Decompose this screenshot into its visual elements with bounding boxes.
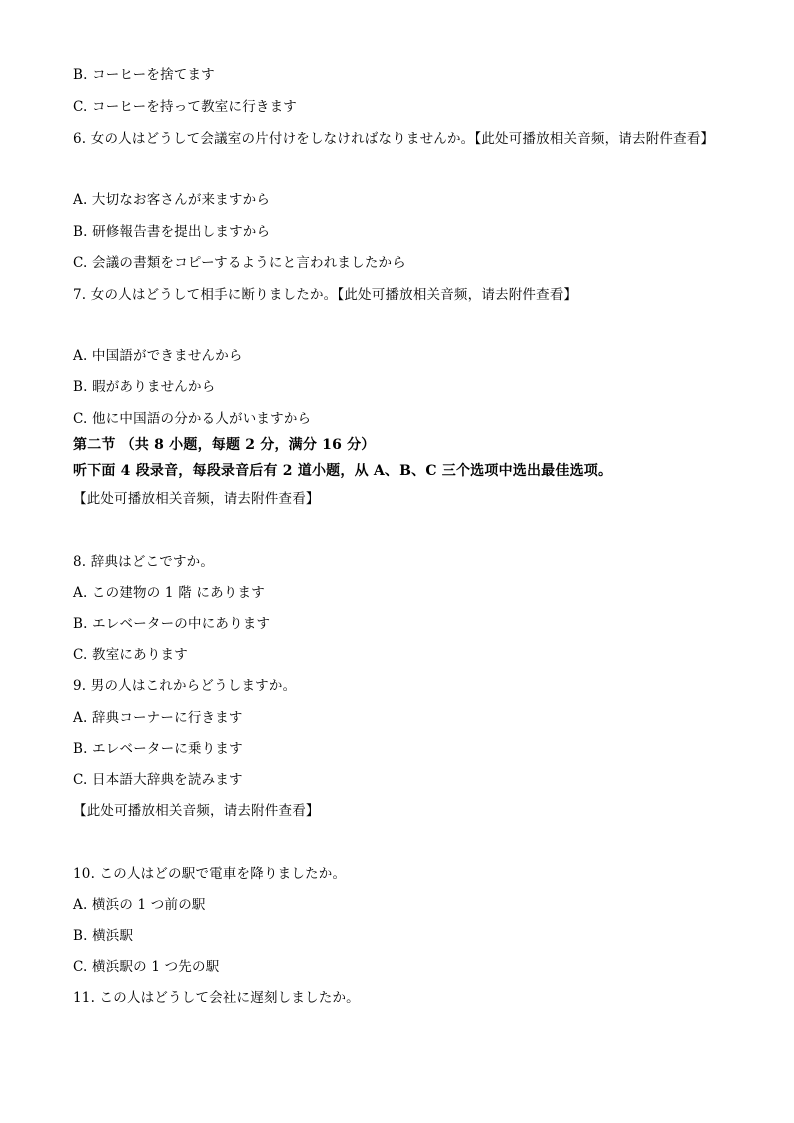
option-10c: C. 横浜駅の 1 つ先の駅 (73, 959, 220, 975)
option-9c: C. 日本語大辞典を読みます (73, 772, 243, 788)
option-5c: C. コーヒーを持って教室に行きます (73, 99, 297, 115)
option-10b: B. 横浜駅 (73, 928, 134, 944)
question-8: 8. 辞典はどこですか。 (73, 554, 215, 570)
option-8a: A. この建物の 1 階 にあります (73, 585, 265, 601)
section-instructions: 听下面 4 段录音，每段录音后有 2 道小题，从 A、B、C 三个选项中选出最佳选项。 (73, 463, 613, 479)
option-7b: B. 暇がありませんから (73, 379, 216, 395)
question-10: 10. この人はどの駅で電車を降りましたか。 (73, 866, 347, 882)
question-9: 9. 男の人はこれからどうしますか。 (73, 678, 297, 694)
option-5b: B. コーヒーを捨てます (73, 67, 215, 83)
option-9a: A. 辞典コーナーに行きます (73, 710, 243, 726)
question-6: 6. 女の人はどうして会議室の片付けをしなければなりませんか。【此处可播放相关音频，请去附件查看】 (73, 131, 715, 147)
audio-note-1: 【此处可播放相关音频，请去附件查看】 (73, 491, 320, 507)
option-6b: B. 研修報告書を提出しますから (73, 224, 271, 240)
option-9b: B. エレベーターに乗ります (73, 741, 243, 757)
option-6a: A. 大切なお客さんが来ますから (73, 192, 271, 208)
option-10a: A. 横浜の 1 つ前の駅 (73, 897, 206, 913)
option-6c: C. 会議の書類をコピーするようにと言われましたから (73, 255, 406, 271)
option-7c: C. 他に中国語の分かる人がいますから (73, 411, 312, 427)
audio-note-2: 【此处可播放相关音频，请去附件查看】 (73, 803, 320, 819)
question-11: 11. この人はどうして会社に遅刻しましたか。 (73, 990, 360, 1006)
option-8b: B. エレベーターの中にあります (73, 616, 271, 632)
question-7: 7. 女の人はどうして相手に断りましたか。【此处可播放相关音频，请去附件查看】 (73, 287, 578, 303)
section-heading: 第二节 （共 8 小题，每题 2 分，满分 16 分） (73, 437, 376, 453)
option-7a: A. 中国語ができませんから (73, 348, 243, 364)
option-8c: C. 教室にあります (73, 647, 188, 663)
